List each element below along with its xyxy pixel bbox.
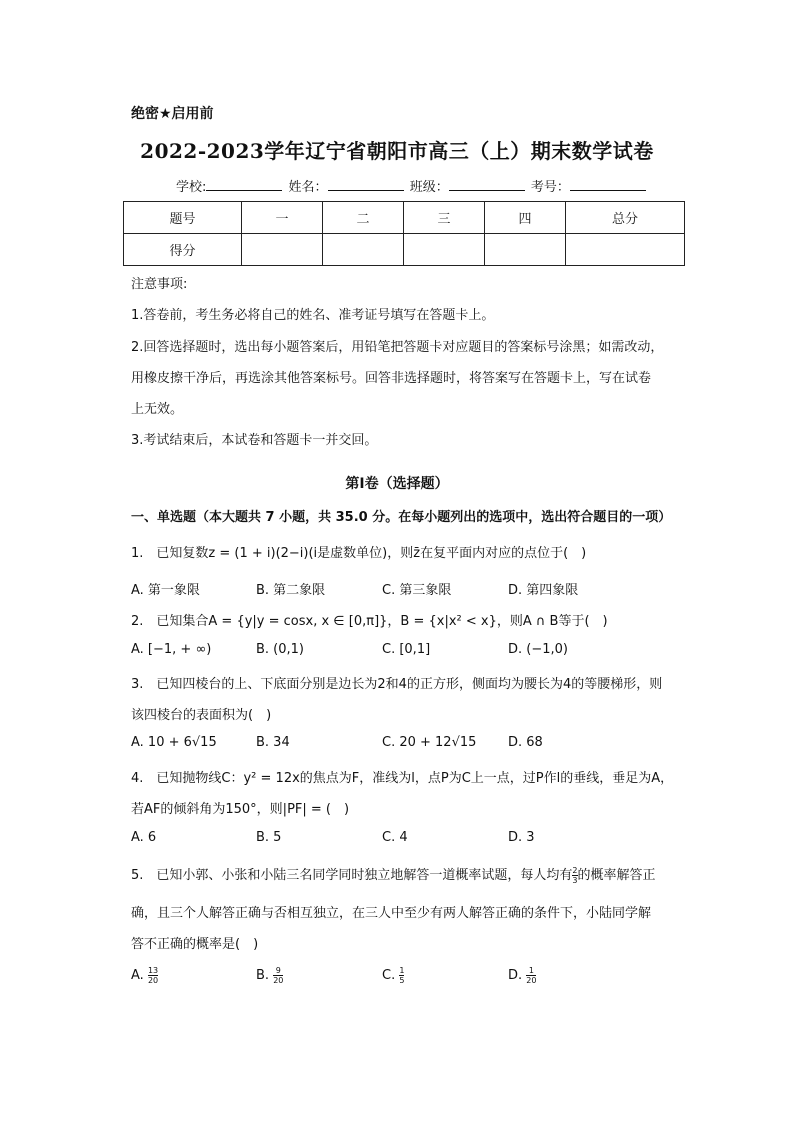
q5-option-c-label: C.	[382, 968, 396, 983]
score-table	[123, 201, 685, 266]
q5-option-a-fraction	[148, 966, 158, 985]
q3-option-d[interactable]: D. 68	[508, 735, 543, 750]
question-1-text: 1. 已知复数z = (1 + i)(2−i)(i是虚数单位)，则z̄在复平面内对应的点位于( )	[131, 546, 587, 561]
q5-option-d[interactable]	[508, 966, 536, 985]
q5-frac-num: 2	[572, 866, 578, 875]
q1-option-c[interactable]: C. 第三象限	[382, 583, 452, 598]
q5-option-b[interactable]	[256, 966, 283, 985]
q5-c-den: 5	[399, 976, 405, 985]
q5-option-a-label: A.	[131, 968, 144, 983]
class-blank[interactable]	[449, 178, 525, 191]
q1-option-b[interactable]: B. 第二象限	[256, 583, 326, 598]
question-4-line2: 若AF的倾斜角为150°，则|PF| = ( )	[131, 802, 350, 817]
score-cell[interactable]	[323, 234, 404, 266]
q2-option-d[interactable]: D. (−1,0)	[508, 642, 568, 657]
q5-frac-den: 3	[572, 876, 578, 885]
q4-option-c[interactable]: C. 4	[382, 830, 408, 845]
score-row-label: 得分	[124, 234, 242, 266]
header-cell-part4: 四	[485, 202, 566, 234]
q5-option-b-label: B.	[256, 968, 270, 983]
question-3-line2: 该四棱台的表面积为( )	[131, 708, 272, 723]
q5-option-c[interactable]	[382, 966, 404, 985]
q5-d-den: 20	[526, 976, 537, 985]
q5-b-num: 9	[273, 966, 283, 976]
class-label: 班级：	[409, 180, 449, 195]
q2-option-c[interactable]: C. [0,1]	[382, 642, 431, 657]
q5-d-num: 1	[526, 966, 536, 976]
q4-option-d[interactable]: D. 3	[508, 830, 535, 845]
question-3-line1: 3. 已知四棱台的上、下底面分别是边长为2和4的正方形，侧面均为腰长为4的等腰梯形，则	[131, 677, 663, 692]
q5-line1-start: 5. 已知小郭、小张和小陆三名同学同时独立地解答一道概率试题，每人均有	[131, 868, 573, 883]
school-blank[interactable]	[206, 178, 282, 191]
question-5-line3: 答不正确的概率是( )	[131, 937, 259, 952]
q4-option-a[interactable]: A. 6	[131, 830, 157, 845]
note-1: 1.答卷前，考生务必将自己的姓名、准考证号填写在答题卡上。	[131, 308, 495, 323]
q3-option-c[interactable]: C. 20 + 12√15	[382, 735, 477, 750]
q3-option-a[interactable]: A. 10 + 6√15	[131, 735, 217, 750]
note-2-line2: 用橡皮擦干净后，再选涂其他答案标号。回答非选择题时，将答案写在答题卡上，写在试卷	[131, 371, 652, 386]
name-label: 姓名：	[288, 180, 328, 195]
score-cell[interactable]	[485, 234, 566, 266]
q3-option-b[interactable]: B. 34	[256, 735, 290, 750]
q1-option-d[interactable]: D. 第四象限	[508, 583, 579, 598]
q5-b-den: 20	[273, 976, 284, 985]
id-blank[interactable]	[570, 178, 646, 191]
note-2-line3: 上无效。	[131, 402, 184, 417]
header-cell-question: 题号	[124, 202, 242, 234]
header-cell-part2: 二	[323, 202, 404, 234]
q5-a-den: 20	[147, 976, 159, 985]
q5-option-d-fraction	[526, 966, 536, 985]
score-cell[interactable]	[404, 234, 485, 266]
q5-option-b-fraction	[273, 966, 283, 985]
score-cell[interactable]	[566, 234, 685, 266]
q4-option-b[interactable]: B. 5	[256, 830, 282, 845]
q5-option-d-label: D.	[508, 968, 523, 983]
score-table-score-row	[124, 234, 685, 266]
notes-heading: 注意事项:	[131, 277, 188, 292]
question-4-line1: 4. 已知抛物线C：y² = 12x的焦点为F，准线为l，点P为C上一点，过P作l的垂线，垂足为A，	[131, 771, 674, 786]
school-label: 学校:	[176, 180, 207, 195]
question-2-text: 2. 已知集合A = {y|y = cosx, x ∈ [0,π]}，B = {x|x² < x}，则A ∩ B等于( )	[131, 614, 608, 629]
q2-option-a[interactable]: A. [−1, + ∞)	[131, 642, 212, 657]
q5-line1-end: 的概率解答正	[577, 868, 656, 883]
q5-a-num: 13	[147, 966, 159, 975]
q2-option-b[interactable]: B. (0,1)	[256, 642, 305, 657]
q5-option-c-fraction	[399, 966, 404, 985]
question-5-line2: 确，且三个人解答正确与否相互独立，在三人中至少有两人解答正确的条件下，小陆同学解	[131, 906, 652, 921]
student-info-line	[176, 176, 648, 195]
confidential-label: 绝密★启用前	[131, 106, 214, 122]
id-label: 考号：	[530, 180, 570, 195]
part1-heading: 一、单选题（本大题共 7 小题，共 35.0 分。在每小题列出的选项中，选出符合题目的一项）	[131, 510, 672, 525]
score-table-header-row	[124, 202, 685, 234]
q5-option-a[interactable]	[131, 966, 158, 985]
question-5-line1	[131, 864, 656, 885]
name-blank[interactable]	[328, 178, 404, 191]
exam-title: 2022-2023学年辽宁省朝阳市高三（上）期末数学试卷	[140, 139, 654, 163]
q1-option-a[interactable]: A. 第一象限	[131, 583, 200, 598]
note-2-line1: 2.回答选择题时，选出每小题答案后，用铅笔把答题卡对应题目的答案标号涂黑；如需改动，	[131, 340, 664, 355]
note-3: 3.考试结束后，本试卷和答题卡一并交回。	[131, 433, 378, 448]
header-cell-total: 总分	[566, 202, 685, 234]
score-cell[interactable]	[242, 234, 323, 266]
header-cell-part3: 三	[404, 202, 485, 234]
q5-c-num: 1	[399, 966, 405, 975]
section-title: 第I卷（选择题）	[345, 476, 449, 492]
header-cell-part1: 一	[242, 202, 323, 234]
